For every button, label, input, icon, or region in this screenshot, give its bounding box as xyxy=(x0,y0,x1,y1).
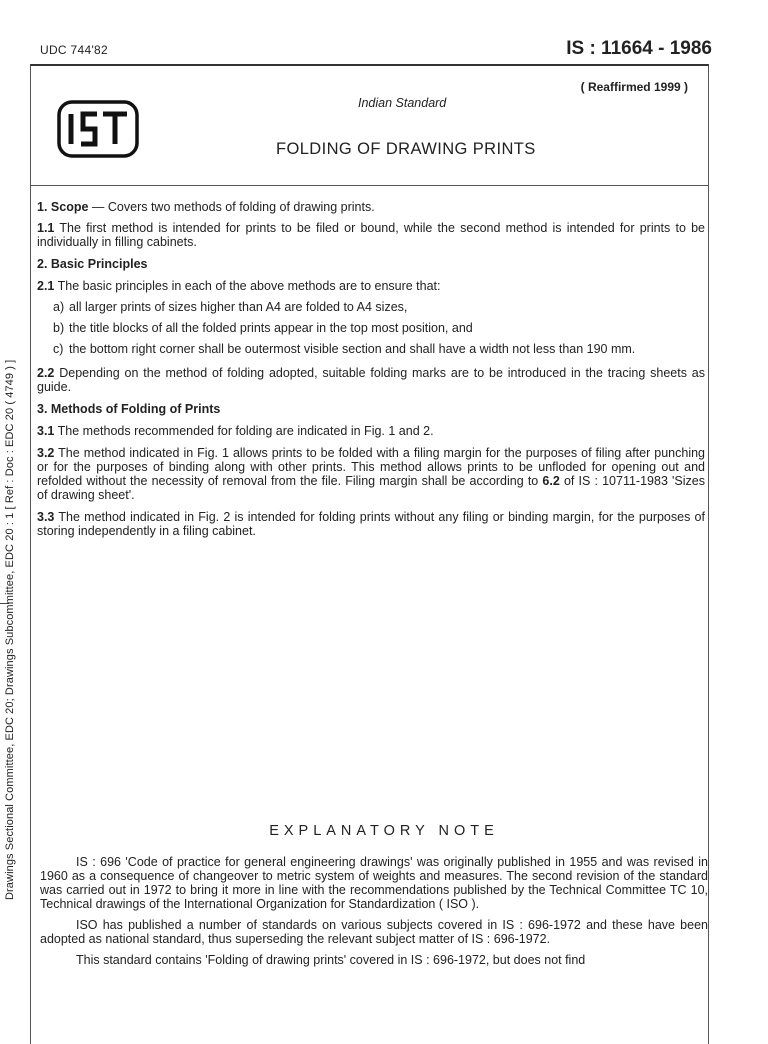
section-3-1 xyxy=(37,424,705,438)
udc-code: UDC 744'82 xyxy=(40,43,108,57)
list-item xyxy=(37,321,705,335)
section-2-1 xyxy=(37,279,705,293)
section-2-2-text: Depending on the method of folding adopted, suitable folding marks are to be introduced in the tracing sheets as guide. xyxy=(37,366,705,394)
section-2-heading: 2. Basic Principles xyxy=(37,257,148,271)
note-paragraph: ISO has published a number of standards on various subjects covered in IS : 696-1972 and these have been adopted as national standard, thus superseding the relevant subject matter of IS : 696-1972. xyxy=(40,918,708,946)
explanatory-note-body xyxy=(40,855,708,967)
list-item xyxy=(37,300,705,314)
section-2-2 xyxy=(37,366,705,394)
section-3-1-text: The methods recommended for folding are indicated in Fig. 1 and 2. xyxy=(57,424,434,438)
list-item-text: all larger prints of sizes higher than A4 are folded to A4 sizes, xyxy=(69,300,408,314)
section-1-text: — Covers two methods of folding of drawing prints. xyxy=(91,200,375,214)
section-2-1-number: 2.1 xyxy=(37,279,55,293)
section-3-1-number: 3.1 xyxy=(37,424,55,438)
section-3-2-text-end: of IS : 10711-1983 'Sizes of drawing sheet'. xyxy=(37,474,705,502)
section-3-3 xyxy=(37,510,705,538)
standard-kind: Indian Standard xyxy=(358,96,447,110)
section-2-2-number: 2.2 xyxy=(37,366,55,380)
list-item xyxy=(37,342,705,356)
section-1-1 xyxy=(37,221,705,249)
note-paragraph: This standard contains 'Folding of drawing prints' covered in IS : 696-1972, but does not find xyxy=(76,953,586,967)
list-item-text: the bottom right corner shall be outermost visible section and shall have a width not less than 190 mm. xyxy=(69,342,636,356)
section-1-1-number: 1.1 xyxy=(37,221,55,235)
isi-logo-icon xyxy=(57,100,139,158)
document-title: FOLDING OF DRAWING PRINTS xyxy=(276,140,536,158)
section-3-3-number: 3.3 xyxy=(37,510,55,524)
section-1-number: 1. xyxy=(37,200,48,214)
section-3-2-reference: 6.2 xyxy=(542,474,560,488)
section-3-heading: 3. Methods of Folding of Prints xyxy=(37,402,221,416)
explanatory-note-heading: EXPLANATORY NOTE xyxy=(269,823,499,839)
list-item-label: c) xyxy=(53,342,64,356)
note-paragraph: IS : 696 'Code of practice for general engineering drawings' was originally published in 1955 and was revised in 1960 as a consequence of changeover to metric system of weights and measures. The second revision of the standard was carried out in 1972 to bring it more in line with the recommendations published by the Technical Committee TC 10, Technical drawings of the International Organization for Standardization ( ISO ). xyxy=(40,855,708,911)
main-body xyxy=(37,200,705,538)
section-3-3-text: The method indicated in Fig. 2 is intended for folding prints without any filing or binding margin, for the purposes of storing independently in a filing cabinet. xyxy=(37,510,705,538)
section-1-1-text: The first method is intended for prints to be filed or bound, while the second method is intended for prints to be individually in filling cabinets. xyxy=(37,221,705,249)
list-item-text: the title blocks of all the folded prints appear in the top most position, and xyxy=(69,321,473,335)
section-3-2-number: 3.2 xyxy=(37,446,55,460)
standard-number: IS : 11664 - 1986 xyxy=(566,38,712,59)
reaffirmed-note: ( Reaffirmed 1999 ) xyxy=(580,80,688,94)
list-item-label: a) xyxy=(53,300,65,314)
section-1-heading: Scope xyxy=(50,200,89,214)
section-3-2-text: The method indicated in Fig. 1 allows prints to be folded with a filing margin for the purposes of filing after punching or for the purposes of binding along with other prints. This method allows prints to be unfloded for opening out and refolded without the necessity of removal from the file. Filing margin shall be according to xyxy=(37,446,705,488)
section-1 xyxy=(37,200,705,214)
header-divider xyxy=(30,185,709,186)
section-3-2 xyxy=(37,446,705,502)
committee-side-note: Drawings Sectional Committee, EDC 20; Drawings Subcommittee, EDC 20 : 1 [ Ref : Doc : EDC 20 ( 4749 ) ] xyxy=(4,359,16,900)
list-item-label: b) xyxy=(53,321,65,335)
section-2-1-text: The basic principles in each of the above methods are to ensure that: xyxy=(57,279,441,293)
